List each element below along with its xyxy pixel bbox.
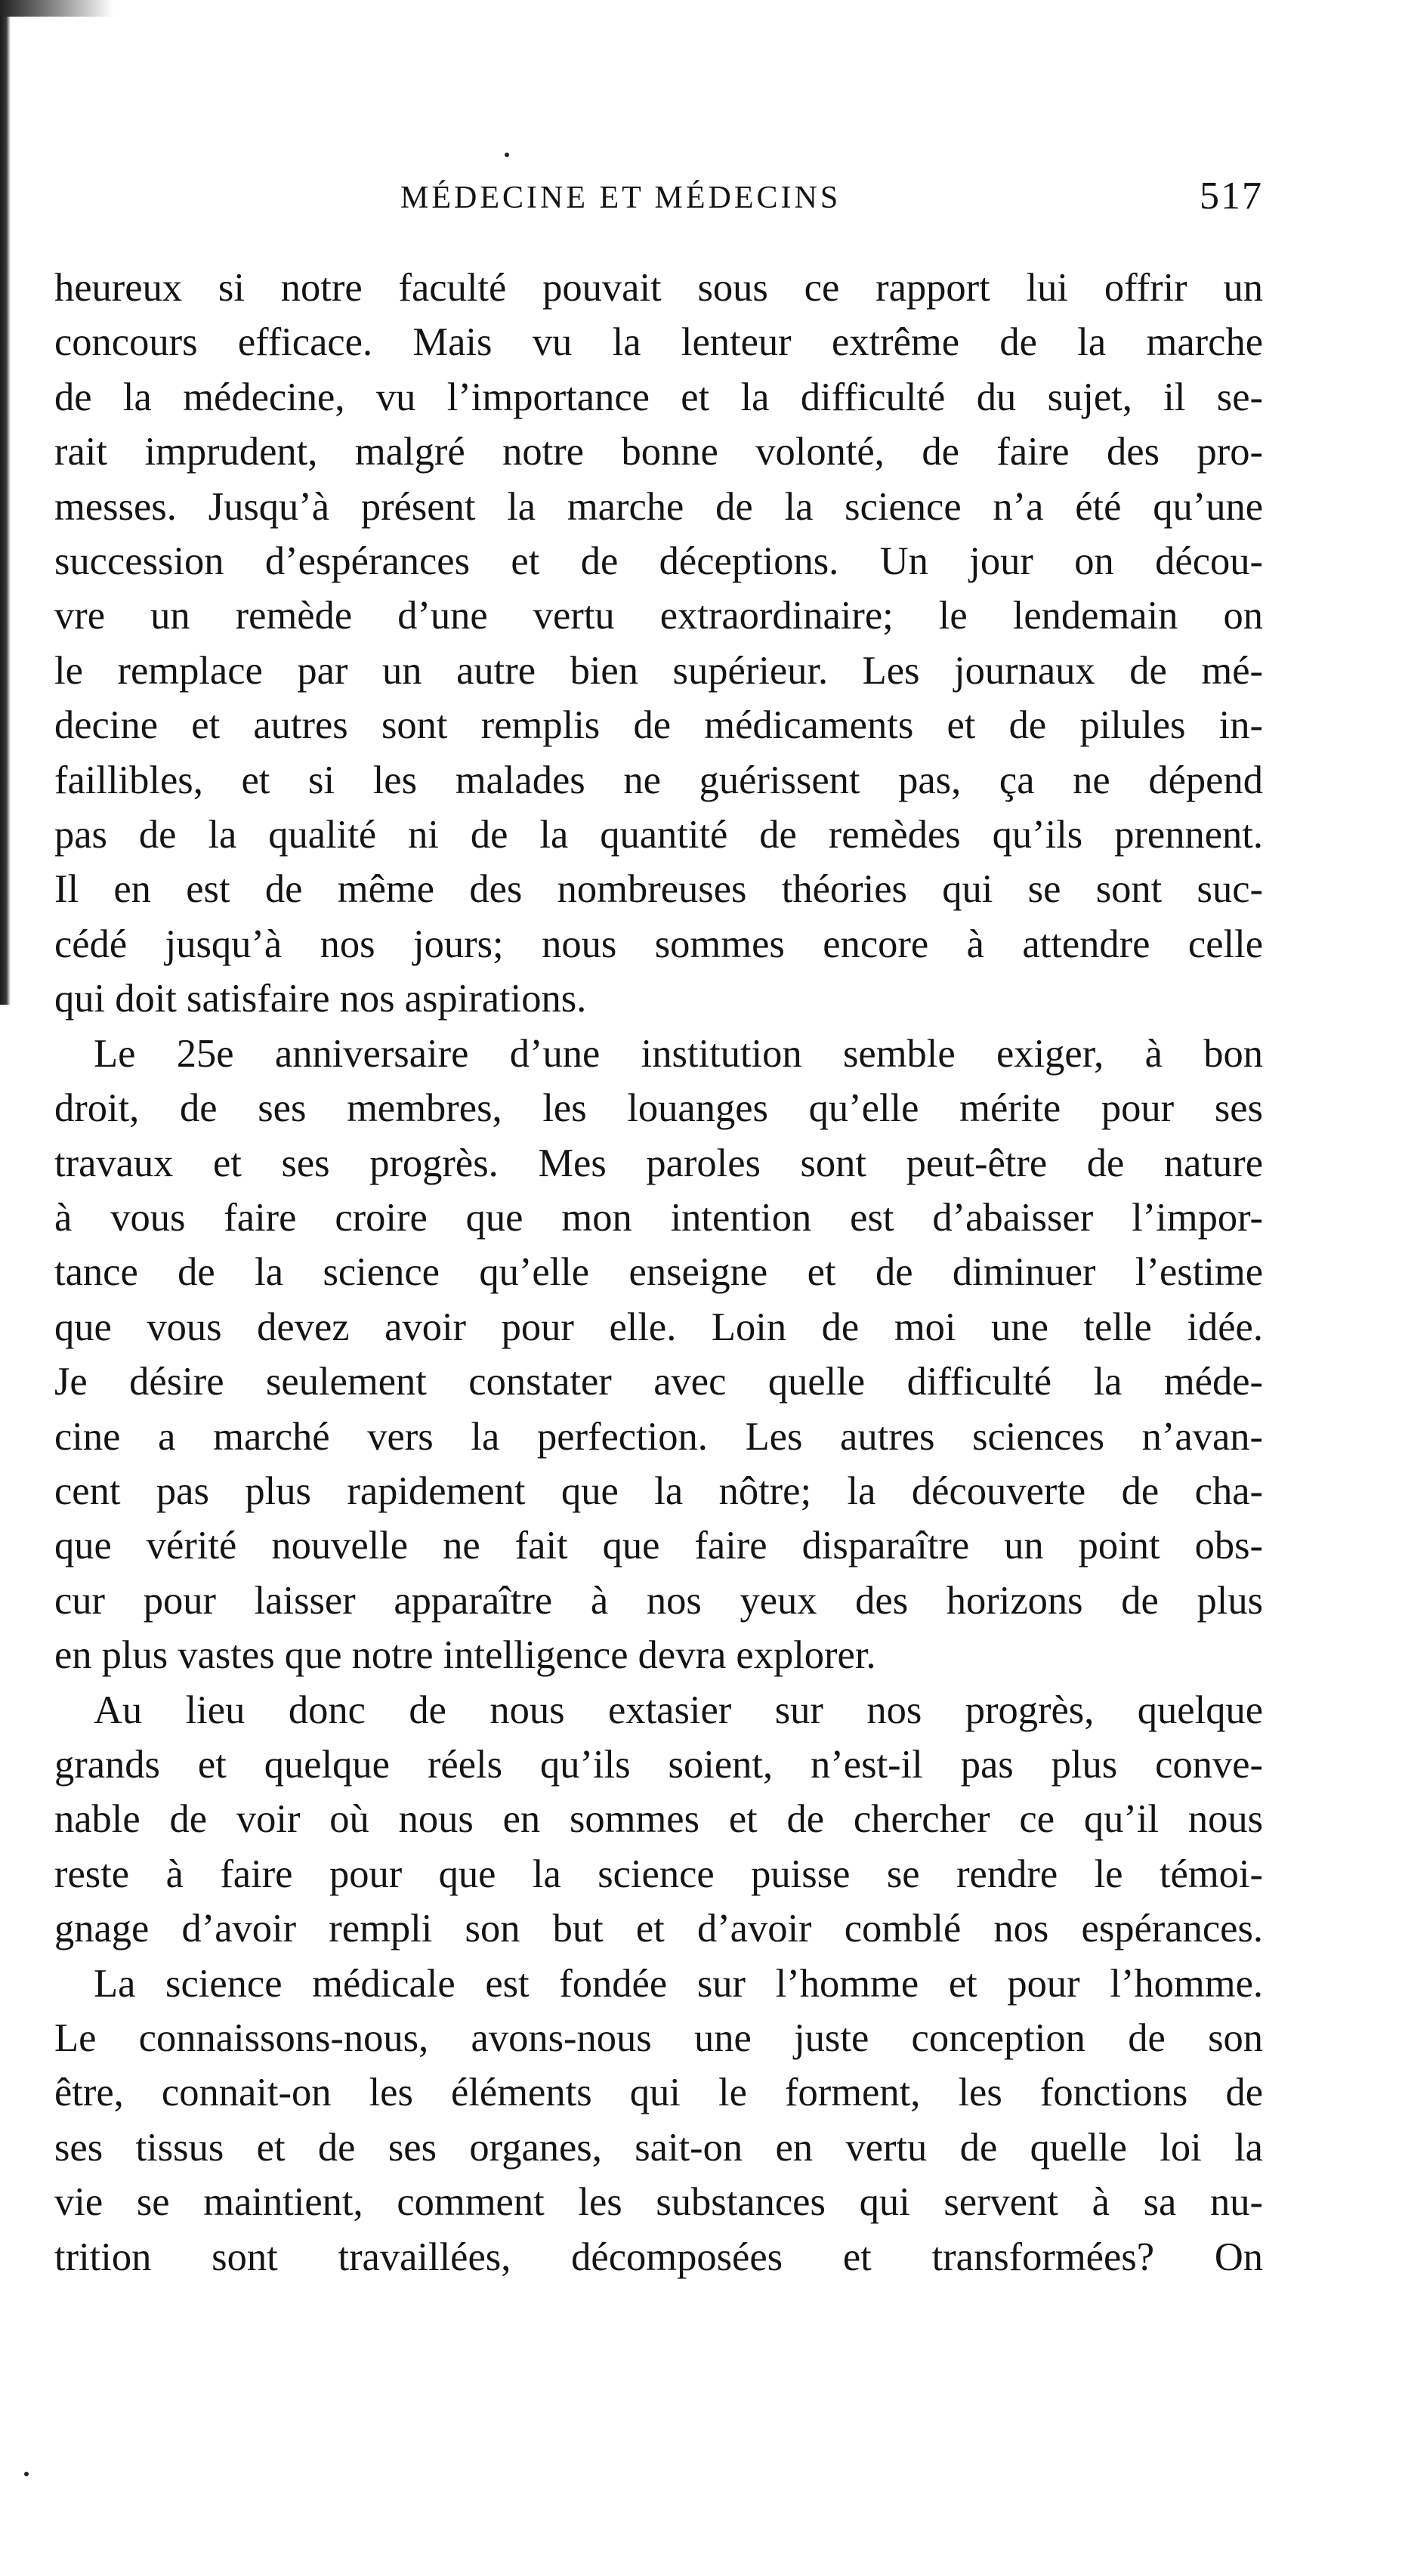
body-text	[54, 261, 1263, 2284]
text-line: à vous faire croire que mon intention est d’abaisser l’impor-	[54, 1195, 1263, 1240]
text-line: Au lieu donc de nous extasier sur nos progrès, quelque	[94, 1688, 1263, 1732]
corner-smudge	[0, 0, 113, 17]
text-line: que vérité nouvelle ne fait que faire disparaître un point obs-	[54, 1524, 1263, 1568]
text-line: nable de voir où nous en sommes et de chercher ce qu’il nous	[54, 1797, 1263, 1842]
text-line: travaux et ses progrès. Mes paroles sont peut-être de nature	[54, 1141, 1263, 1185]
text-line: tance de la science qu’elle enseigne et de diminuer l’estime	[54, 1250, 1263, 1295]
text-line: en plus vastes que notre intelligence devra explorer.	[54, 1633, 876, 1678]
text-line: vie se maintient, comment les substances qui servent à sa nu-	[54, 2180, 1263, 2225]
text-line: reste à faire pour que la science puisse se rendre le témoi-	[54, 1852, 1263, 1896]
text-line: cédé jusqu’à nos jours; nous sommes encore à attendre celle	[54, 922, 1263, 966]
text-line: vre un remède d’une vertu extraordinaire; le lendemain on	[54, 594, 1263, 638]
text-line: ses tissus et de ses organes, sait-on en vertu de quelle loi la	[54, 2125, 1263, 2170]
text-line: Le connaissons-nous, avons-nous une juste conception de son	[54, 2016, 1263, 2060]
text-line: decine et autres sont remplis de médicaments et de pilules in-	[54, 703, 1263, 748]
text-line: Je désire seulement constater avec quelle difficulté la méde-	[54, 1360, 1263, 1404]
text-line: qui doit satisfaire nos aspirations.	[54, 977, 587, 1021]
text-line: concours efficace. Mais vu la lenteur extrême de la marche	[54, 320, 1263, 365]
text-line: de la médecine, vu l’importance et la difficulté du sujet, il se-	[54, 375, 1263, 419]
text-line: cur pour laisser apparaître à nos yeux des horizons de plus	[54, 1578, 1263, 1623]
text-line: heureux si notre faculté pouvait sous ce rapport lui offrir un	[54, 266, 1263, 310]
text-line: succession d’espérances et de déceptions. Un jour on décou-	[54, 539, 1263, 584]
page-number: 517	[1200, 175, 1263, 218]
text-line: gnage d’avoir rempli son but et d’avoir comblé nos espérances.	[54, 1907, 1263, 1951]
text-line: faillibles, et si les malades ne guérissent pas, ça ne dépend	[54, 758, 1263, 802]
text-line: que vous devez avoir pour elle. Loin de moi une telle idée.	[54, 1305, 1263, 1349]
ink-speck	[505, 153, 509, 157]
binding-shadow	[0, 0, 11, 1005]
text-line: Il en est de même des nombreuses théories qui se sont suc-	[54, 867, 1263, 912]
text-line: droit, de ses membres, les louanges qu’elle mérite pour ses	[54, 1086, 1263, 1131]
text-line: grands et quelque réels qu’ils soient, n’est-il pas plus conve-	[54, 1742, 1263, 1787]
text-line: La science médicale est fondée sur l’homme et pour l’homme.	[94, 1961, 1263, 2006]
ink-speck	[24, 2472, 29, 2476]
text-line: Le 25e anniversaire d’une institution semble exiger, à bon	[94, 1031, 1263, 1076]
text-line: rait imprudent, malgré notre bonne volonté, de faire des pro-	[54, 430, 1263, 474]
text-line: cine a marché vers la perfection. Les autres sciences n’avan-	[54, 1414, 1263, 1459]
running-head: MÉDECINE ET MÉDECINS	[400, 181, 842, 215]
text-line: cent pas plus rapidement que la nôtre; la découverte de cha-	[54, 1469, 1263, 1513]
text-line: trition sont travaillées, décomposées et transformées? On	[54, 2235, 1263, 2279]
text-line: pas de la qualité ni de la quantité de remèdes qu’ils prennent.	[54, 813, 1263, 857]
text-line: être, connait-on les éléments qui le forment, les fonctions de	[54, 2071, 1263, 2115]
text-line: le remplace par un autre bien supérieur. Les journaux de mé-	[54, 648, 1263, 693]
text-line: messes. Jusqu’à présent la marche de la science n’a été qu’une	[54, 484, 1263, 529]
